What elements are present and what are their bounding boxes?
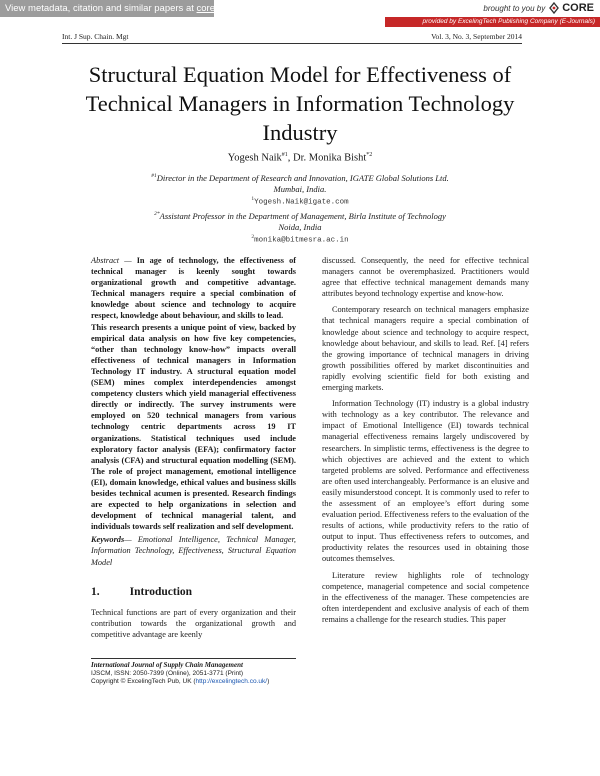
footnote-issn: IJSCM, ISSN: 2050-7399 (Online), 2051-3771 (Print) — [91, 669, 244, 677]
core-metadata-link[interactable] — [0, 0, 241, 17]
running-head — [62, 32, 522, 44]
abstract-label: Abstract — [91, 256, 120, 265]
affiliation-1-mark: #1 — [151, 173, 157, 179]
brought-by-text: brought to you by — [483, 3, 546, 13]
affiliation-2-location: Noida, India — [278, 222, 322, 232]
provided-by-bar[interactable]: provided by ExcelingTech Publishing Company (E-Journals) — [385, 17, 600, 27]
affiliation-1-line1: Director in the Department of Research and Innovation, IGATE Global Solutions Ltd. — [156, 172, 449, 183]
affiliation-1 — [0, 171, 600, 184]
keywords-dash: — — [124, 535, 138, 545]
right-paragraph-1: discussed. Consequently, the need for effective technical managers cannot be overemphasized. Practitioners would agree that effective technical management demands many attributes beyond technology expertise and know-how. — [322, 256, 529, 299]
affiliation-2 — [0, 209, 600, 222]
core-link-url[interactable]: core.ac.uk — [196, 3, 241, 14]
keywords — [91, 534, 296, 567]
core-logo[interactable] — [548, 2, 594, 14]
authors — [0, 152, 600, 164]
email-2-address[interactable]: monika@bitmesra.ac.in — [254, 236, 349, 245]
author-2-mark: *2 — [366, 152, 373, 158]
affiliation-2-line1: Assistant Professor in the Department of Management, Birla Institute of Technology — [159, 210, 446, 221]
title-line: Industry — [262, 120, 338, 145]
affiliation-1-location: Mumbai, India. — [273, 184, 327, 194]
intro-paragraph: Technical functions are part of every organization and their contribution towards the organizational growth and competitive advantage are keenly — [91, 608, 296, 640]
footnote-url-link[interactable]: http://excelingtech.co.uk/ — [195, 678, 268, 686]
abstract-dash: — — [119, 256, 137, 265]
core-brand-name: CORE — [562, 2, 594, 14]
section-title: Introduction — [129, 586, 193, 598]
email-2-mark: 2 — [251, 234, 255, 240]
author-separator: , — [287, 152, 294, 164]
journal-footnote — [91, 658, 296, 687]
right-paragraph-3: Information Technology (IT) industry is a global industry with technology as a key contributor. The relevance and impact of Emotional Intelligence (EI) towards technical managerial effectiveness remains largely undiscovered by researchers. In simplistic terms, effectiveness is the degree to which objectives are achieved and the extent to which targeted problems are solved. Performance and effectiveness are often used interchangeably. Performance is an elusive and easily misunderstood concept. It is commonly used to refer to the assessment of an employee’s effort during some evaluation period. Effectiveness refers to the evaluation of the results of actions, while productivity refers to the ratio of output to input. Thus effectiveness refers to outcomes, and productivity relates the resources used in obtaining those outcomes themselves. — [322, 399, 529, 564]
email-2[interactable] — [0, 234, 600, 245]
title-line: Structural Equation Model for Effectiveness of — [88, 62, 512, 87]
right-paragraph-2: Contemporary research on technical managers emphasize that technical managers require a special combination of knowledge about science and technology to acquire respect, knowledge about behaviour, and skills to lead. Ref. [4] refers the growing importance of technical managers in driving growth possibilities offered by market discontinuities and rapidly evolving scientific field for both existing and emerging markets. — [322, 305, 529, 393]
right-paragraph-4: Literature review highlights role of technology competence, managerial competence and social competence in the effectiveness of the manager. These competencies are often interdependent and exclusive analysis of each of them remains a challenge for the research studies. This paper — [322, 570, 529, 624]
core-brand[interactable] — [483, 2, 594, 14]
paper-title — [40, 60, 560, 147]
footnote-copyright — [91, 678, 296, 687]
running-head-issue: Vol. 3, No. 3, September 2014 — [431, 32, 522, 41]
copyright-close: ) — [267, 678, 270, 686]
core-logo-icon — [548, 2, 560, 14]
body-column-right — [322, 255, 529, 625]
abstract-column — [91, 255, 296, 568]
email-1-address[interactable]: Yogesh.Naik@igate.com — [254, 198, 349, 207]
section-heading-introduction — [91, 586, 296, 598]
email-1-mark: 1 — [251, 196, 255, 202]
keywords-label: Keywords — [91, 535, 125, 545]
keywords-text: Emotional Intelligence, Technical Manager, Information Technology, Effectiveness, Structural Equation Model — [91, 535, 296, 567]
abstract-text-1: In age of technology, the effectiveness of technical manager is keenly sought towards organizational growth and competitive advantage. Technical managers require a special combination of knowledge about science and technology to acquire respect, knowledge about behaviour, and skills to lead. — [91, 256, 297, 321]
email-1[interactable] — [0, 196, 600, 207]
core-banner — [0, 0, 600, 30]
core-metadata-text: View metadata, citation and similar papers at — [5, 3, 197, 14]
section-number: 1. — [91, 586, 100, 598]
running-head-journal: Int. J Sup. Chain. Mgt — [62, 32, 129, 41]
footnote-journal: International Journal of Supply Chain Management — [91, 661, 243, 669]
title-line: Technical Managers in Information Technology — [85, 91, 515, 116]
copyright-text: Copyright © ExcelingTech Pub, UK ( — [91, 678, 196, 686]
author-1: Yogesh Naik — [227, 152, 282, 164]
introduction-text-left — [91, 607, 296, 640]
affiliation-2-mark: 2* — [154, 211, 160, 217]
abstract-paragraph-1 — [91, 255, 296, 322]
author-2: Dr. Monika Bisht — [293, 152, 367, 164]
author-1-mark: #1 — [281, 152, 288, 158]
abstract-paragraph-2: This research presents a unique point of view, backed by empirical data analysis on how five key competencies, “other than technology know-how” impacts overall effectiveness of technical managers in Information Technology IT industry. A structural equation model (SEM) mines complex interdependencies amongst competency clusters which yield managerial effectiveness directly or indirectly. The survey instruments were employed on 520 technical managers from various technology centric departments across 19 IT organizations. Statistical techniques used include exploratory factor analysis (EFA); confirmatory factor analysis (CFA) and structural equation modelling (SEM). The role of project management, emotional intelligence (EI), domain knowledge, ethical values and business skills besides technical acumen is presented. Research findings are expected to help organizations in selection and development of technical managerial talent, and individuals towards self realization and self development. — [91, 322, 296, 532]
